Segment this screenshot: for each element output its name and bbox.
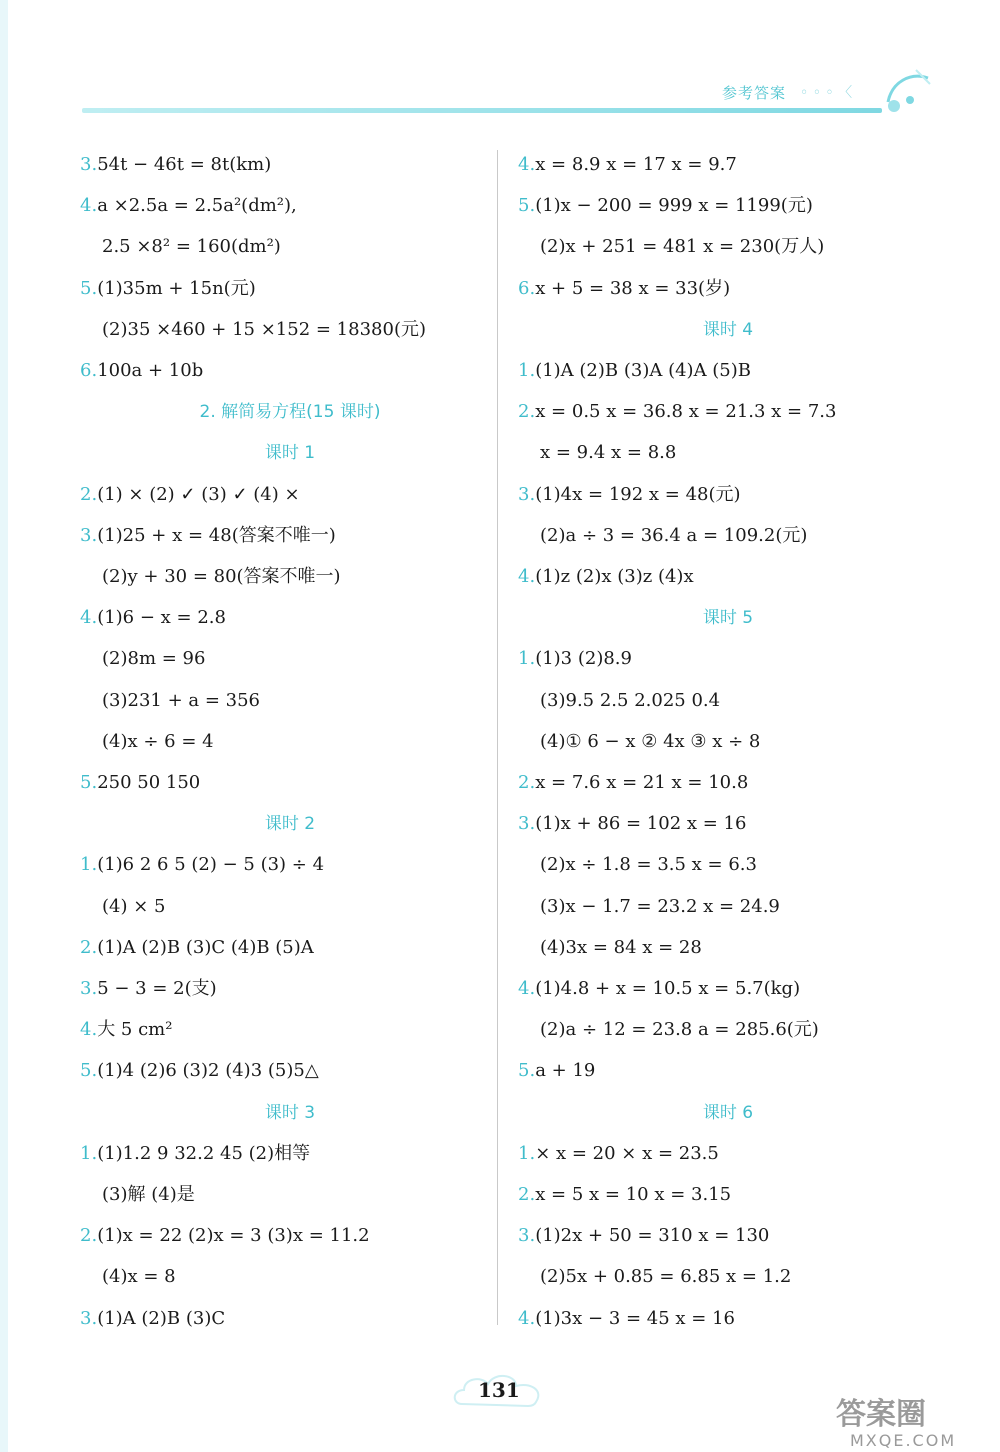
answer-line: [102, 227, 281, 267]
item-number: 3.: [80, 978, 98, 999]
answer-line: [540, 516, 807, 556]
header-title: 参考答案: [722, 84, 787, 102]
answer-text: 大 5 cm²: [97, 1019, 173, 1041]
answer-text: (4)① 6 − x ② 4x ③ x ÷ 8: [540, 730, 761, 752]
answer-line: [102, 1257, 176, 1297]
item-number: 5.: [80, 1060, 98, 1082]
answer-line: [102, 722, 214, 762]
answer-text: (4)x ÷ 6 = 4: [102, 730, 214, 752]
answer-text: 100a + 10b: [97, 360, 204, 381]
answer-line: [518, 186, 813, 226]
section-heading: [80, 433, 500, 473]
answer-text: 54t − 46t = 8t(km): [97, 154, 272, 175]
item-number: 2.: [80, 936, 98, 958]
answer-text: 250 50 150: [97, 772, 201, 793]
section-heading-text: 课时 4: [702, 319, 754, 340]
header-dots: ◦ ◦ ◦ 〈: [800, 85, 853, 101]
answer-text: a + 19: [535, 1060, 596, 1082]
answer-text: 2.5 ×8² = 160(dm²): [102, 236, 281, 258]
svg-text:答案圈: 答案圈: [836, 1397, 926, 1432]
answer-line: [80, 145, 271, 185]
answer-line: [540, 928, 702, 968]
answer-text: (1)A (2)B (3)C: [97, 1307, 226, 1329]
answer-text: (3)231 + a = 356: [102, 689, 260, 711]
answer-line: [80, 1051, 319, 1091]
answer-text: (2)x + 251 = 481 x = 230(万人): [540, 236, 825, 258]
answer-line: [518, 351, 751, 391]
answer-text: (1)35m + 15n(元): [97, 277, 256, 299]
answer-line: [540, 722, 760, 762]
answer-line: [540, 845, 757, 885]
item-number: 1.: [518, 1142, 536, 1164]
section-heading: [80, 392, 500, 432]
answer-text: (1) × (2) ✓ (3) ✓ (4) ×: [97, 483, 300, 505]
answer-line: [80, 1299, 225, 1339]
item-number: 5.: [80, 277, 98, 299]
answer-line: [518, 475, 741, 515]
answer-text: (2)8m = 96: [102, 648, 206, 670]
answer-line: [102, 310, 426, 350]
item-number: 5.: [518, 1060, 536, 1082]
answer-line: [80, 845, 324, 885]
answer-text: (1)1.2 9 32.2 45 (2)相等: [97, 1142, 311, 1164]
answer-text: (3)9.5 2.5 2.025 0.4: [540, 689, 721, 711]
watermark-logo: [830, 1390, 990, 1450]
answer-text: (2)5x + 0.85 = 6.85 x = 1.2: [540, 1266, 792, 1288]
answer-text: x = 5 x = 10 x = 3.15: [535, 1184, 732, 1205]
answer-text: (4) × 5: [102, 895, 166, 917]
answer-text: (1)A (2)B (3)A (4)A (5)B: [535, 360, 752, 381]
answer-text: (3)x − 1.7 = 23.2 x = 24.9: [540, 895, 780, 917]
item-number: 4.: [80, 1019, 98, 1041]
answer-line: [80, 1134, 310, 1174]
answer-text: (2)x ÷ 1.8 = 3.5 x = 6.3: [540, 854, 757, 876]
item-number: 1.: [80, 1142, 98, 1164]
column-divider: [497, 150, 498, 1325]
answer-text: x + 5 = 38 x = 33(岁): [535, 277, 731, 299]
header-rule: [82, 108, 882, 113]
answer-text: (3)解 (4)是: [102, 1184, 195, 1205]
item-number: 6.: [80, 360, 98, 381]
answer-line: [102, 639, 205, 679]
answer-text: (1)4.8 + x = 10.5 x = 5.7(kg): [535, 978, 801, 999]
answer-text: (2)y + 30 = 80(答案不唯一): [102, 566, 341, 587]
section-heading-text: 课时 3: [264, 1102, 316, 1123]
answer-text: x = 0.5 x = 36.8 x = 21.3 x = 7.3: [535, 401, 837, 423]
answer-text: 5 − 3 = 2(支): [97, 978, 217, 999]
section-heading: [518, 1093, 938, 1133]
answer-line: [80, 516, 336, 556]
section-heading-text: 2. 解简易方程(15 课时): [199, 402, 381, 423]
answer-text: (1)6 2 6 5 (2) − 5 (3) ÷ 4: [97, 854, 325, 876]
answer-line: [518, 145, 737, 185]
answer-text: a ×2.5a = 2.5a²(dm²),: [97, 195, 297, 217]
answer-line: [540, 433, 676, 473]
answer-text: (1)A (2)B (3)C (4)B (5)A: [97, 936, 314, 958]
left-edge-strip: [0, 0, 8, 1452]
answer-line: [518, 1051, 595, 1091]
answer-text: (2)a ÷ 12 = 23.8 a = 285.6(元): [540, 1019, 819, 1041]
answer-line: [80, 1010, 172, 1050]
section-heading: [518, 310, 938, 350]
item-number: 1.: [518, 360, 536, 381]
item-number: 3.: [518, 813, 536, 835]
section-heading-text: 课时 2: [264, 814, 316, 835]
answer-line: [518, 639, 632, 679]
page-number: 131: [478, 1378, 520, 1402]
item-number: 5.: [80, 772, 98, 793]
answer-line: [102, 887, 165, 927]
svg-text:MXQE.COM: MXQE.COM: [850, 1431, 957, 1450]
answer-line: [518, 763, 748, 803]
item-number: 3.: [80, 524, 98, 546]
answer-text: (4)x = 8: [102, 1266, 176, 1288]
answer-line: [80, 598, 226, 638]
answer-text: (1)z (2)x (3)z (4)x: [535, 566, 694, 587]
answer-line: [80, 763, 200, 803]
answer-line: [80, 969, 217, 1009]
answer-text: × x = 20 × x = 23.5: [535, 1142, 719, 1164]
item-number: 4.: [518, 566, 536, 587]
answer-text: (1)x − 200 = 999 x = 1199(元): [535, 195, 813, 217]
header-ornament-icon: [880, 62, 940, 120]
item-number: 2.: [518, 1184, 536, 1205]
answer-line: [102, 557, 341, 597]
answer-line: [540, 681, 720, 721]
section-heading: [518, 598, 938, 638]
answer-line: [80, 475, 300, 515]
answer-text: (1)x = 22 (2)x = 3 (3)x = 11.2: [97, 1225, 370, 1247]
item-number: 1.: [80, 854, 98, 876]
answer-text: (1)4 (2)6 (3)2 (4)3 (5)5△: [97, 1060, 319, 1082]
item-number: 4.: [518, 978, 536, 999]
item-number: 5.: [518, 195, 536, 217]
answer-text: (1)4x = 192 x = 48(元): [535, 483, 741, 505]
answer-line: [540, 887, 780, 927]
section-heading: [80, 1093, 500, 1133]
answer-line: [102, 1175, 195, 1215]
answer-line: [518, 1299, 735, 1339]
item-number: 2.: [80, 1225, 98, 1247]
answer-text: (1)3 (2)8.9: [535, 648, 632, 670]
item-number: 4.: [518, 1307, 536, 1329]
item-number: 3.: [80, 154, 98, 175]
answer-line: [80, 928, 314, 968]
answer-line: [518, 969, 800, 1009]
answer-line: [540, 227, 824, 267]
answer-line: [80, 269, 256, 309]
answer-line: [518, 1216, 769, 1256]
answer-text: x = 8.9 x = 17 x = 9.7: [535, 154, 737, 175]
answer-text: (2)35 ×460 + 15 ×152 = 18380(元): [102, 318, 426, 340]
item-number: 4.: [80, 607, 98, 629]
item-number: 3.: [518, 1225, 536, 1247]
section-heading-text: 课时 1: [264, 443, 316, 464]
item-number: 6.: [518, 277, 536, 299]
answer-text: (1)3x − 3 = 45 x = 16: [535, 1307, 735, 1329]
item-number: 2.: [518, 401, 536, 423]
section-heading-text: 课时 6: [702, 1102, 754, 1123]
answer-text: (1)2x + 50 = 310 x = 130: [535, 1225, 770, 1247]
item-number: 2.: [518, 772, 536, 793]
answer-line: [518, 1134, 719, 1174]
answer-text: (2)a ÷ 3 = 36.4 a = 109.2(元): [540, 524, 808, 546]
item-number: 4.: [518, 154, 536, 175]
answer-line: [518, 269, 730, 309]
answer-line: [102, 681, 260, 721]
answer-line: [80, 351, 203, 391]
answer-line: [80, 186, 297, 226]
answer-text: x = 7.6 x = 21 x = 10.8: [535, 772, 749, 793]
section-heading: [80, 804, 500, 844]
answer-text: (4)3x = 84 x = 28: [540, 936, 702, 958]
answer-line: [540, 1010, 819, 1050]
item-number: 4.: [80, 195, 98, 217]
answer-text: (1)x + 86 = 102 x = 16: [535, 813, 747, 835]
answer-text: x = 9.4 x = 8.8: [540, 442, 677, 464]
answer-line: [518, 392, 836, 432]
item-number: 2.: [80, 483, 98, 505]
answer-line: [518, 557, 694, 597]
answer-line: [518, 804, 746, 844]
item-number: 3.: [80, 1307, 98, 1329]
answer-line: [540, 1257, 791, 1297]
answer-line: [518, 1175, 731, 1215]
item-number: 3.: [518, 483, 536, 505]
answer-text: (1)6 − x = 2.8: [97, 607, 226, 629]
answer-line: [80, 1216, 370, 1256]
section-heading-text: 课时 5: [702, 608, 754, 629]
answer-text: (1)25 + x = 48(答案不唯一): [97, 524, 336, 546]
item-number: 1.: [518, 648, 536, 670]
